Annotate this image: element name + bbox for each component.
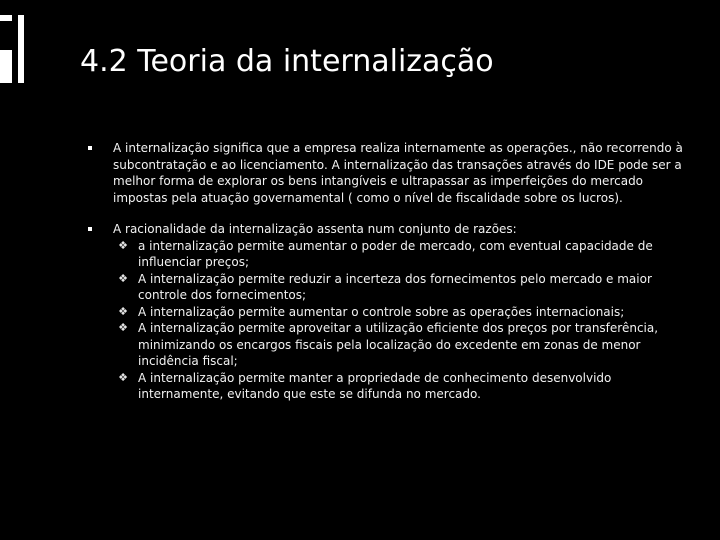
- diamond-bullet-icon: ❖: [118, 238, 128, 252]
- slide-content: [88, 140, 688, 403]
- sub-bullet-item: [113, 320, 688, 370]
- diamond-bullet-icon: ❖: [118, 370, 128, 384]
- sub-bullet-text: a internalização permite aumentar o poder de mercado, com eventual capacidade de influenciar preços;: [138, 238, 653, 269]
- sub-bullet-text: A internalização permite manter a propriedade de conhecimento desenvolvido internamente, evitando que este se difunda no mercado.: [138, 370, 612, 401]
- sub-bullet-item: [113, 304, 688, 321]
- diamond-bullet-icon: ❖: [118, 304, 128, 318]
- bullet-item: [88, 221, 688, 403]
- sub-bullet-item: [113, 370, 688, 403]
- sub-bullet-text: A internalização permite aumentar o controle sobre as operações internacionais;: [138, 304, 625, 319]
- sub-bullet-item: [113, 238, 688, 271]
- bullet-text: A racionalidade da internalização assenta num conjunto de razões:: [113, 222, 517, 236]
- square-bullet-icon: [88, 146, 92, 150]
- square-bullet-icon: [88, 227, 92, 231]
- bullet-text: A internalização significa que a empresa realiza internamente as operações., não recorrendo à subcontratação e ao licenciamento. A internalização das transações através do IDE pode ser a melhor forma de explorar os bens intangíveis e ultrapassar as imperfeições do mercado impostas pela atuação governamental ( como o nível de fiscalidade sobre os lucros).: [113, 141, 683, 205]
- sub-bullet-item: [113, 271, 688, 304]
- slide-title: 4.2 Teoria da internalização: [80, 44, 494, 79]
- diamond-bullet-icon: ❖: [118, 271, 128, 285]
- diamond-bullet-icon: ❖: [118, 321, 128, 334]
- accent-bar-large: [0, 50, 12, 83]
- bullet-item: [88, 140, 688, 206]
- accent-bar-top: [0, 15, 12, 21]
- sub-bullet-text: A internalização permite reduzir a incerteza dos fornecimentos pelo mercado e maior controle dos fornecimentos;: [138, 271, 652, 302]
- accent-bar-vertical: [18, 15, 24, 83]
- sub-bullet-text: A internalização permite aproveitar a utilização eficiente dos preços por transferência, minimizando os encargos fiscais pela localização do excedente em zonas de menor incidência fiscal;: [138, 321, 659, 368]
